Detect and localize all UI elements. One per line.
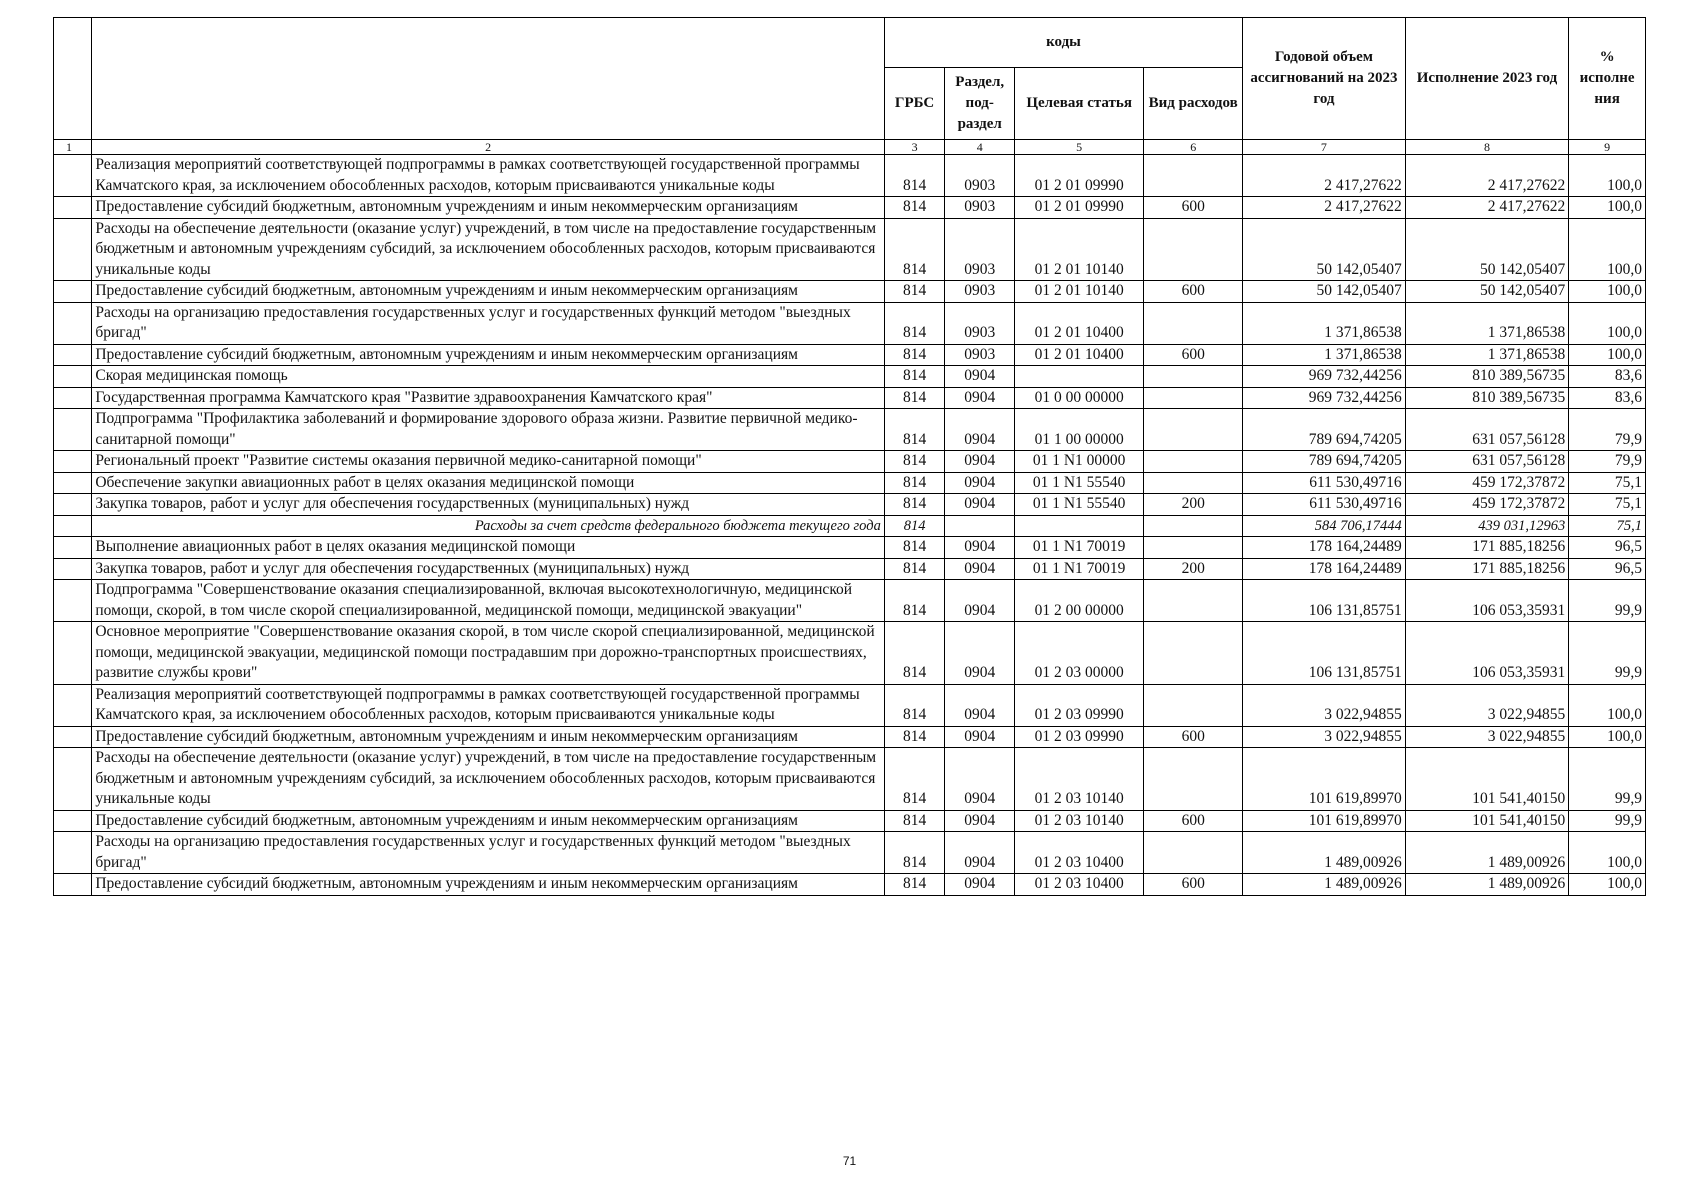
row-number-cell [54, 726, 92, 748]
row-grbs: 814 [884, 451, 945, 473]
row-percent: 100,0 [1569, 218, 1646, 281]
row-percent: 75,1 [1569, 494, 1646, 516]
header-grbs: ГРБС [884, 68, 945, 140]
row-name: Скорая медицинская помощь [92, 366, 884, 388]
row-expense-type: 600 [1144, 197, 1243, 219]
row-annual-allocation: 789 694,74205 [1243, 451, 1406, 473]
row-execution: 50 142,05407 [1405, 218, 1569, 281]
row-number-cell [54, 409, 92, 451]
row-execution: 3 022,94855 [1405, 684, 1569, 726]
row-grbs: 814 [884, 558, 945, 580]
row-execution: 50 142,05407 [1405, 281, 1569, 303]
row-execution: 1 371,86538 [1405, 344, 1569, 366]
row-execution: 631 057,56128 [1405, 409, 1569, 451]
row-execution: 171 885,18256 [1405, 537, 1569, 559]
header-expense-type: Вид расходов [1144, 68, 1243, 140]
row-percent: 100,0 [1569, 155, 1646, 197]
row-grbs: 814 [884, 874, 945, 896]
row-annual-allocation: 101 619,89970 [1243, 810, 1406, 832]
row-section: 0904 [945, 748, 1015, 811]
row-grbs: 814 [884, 515, 945, 537]
row-section: 0904 [945, 366, 1015, 388]
row-number-cell [54, 622, 92, 685]
row-name: Расходы на организацию предоставления государственных услуг и государственных функций методом "выездных бригад" [92, 832, 884, 874]
row-execution: 459 172,37872 [1405, 494, 1569, 516]
row-expense-type [1144, 472, 1243, 494]
row-grbs: 814 [884, 409, 945, 451]
row-number-cell [54, 366, 92, 388]
row-name: Обеспечение закупки авиационных работ в целях оказания медицинской помощи [92, 472, 884, 494]
row-annual-allocation: 3 022,94855 [1243, 726, 1406, 748]
row-name: Предоставление субсидий бюджетным, автономным учреждениям и иным некоммерческим организациям [92, 874, 884, 896]
header-blank-number [54, 18, 92, 140]
row-section: 0904 [945, 580, 1015, 622]
header-target-article: Целевая статья [1015, 68, 1144, 140]
row-grbs: 814 [884, 810, 945, 832]
row-section: 0904 [945, 494, 1015, 516]
row-target-article: 01 2 03 09990 [1015, 684, 1144, 726]
row-section: 0904 [945, 409, 1015, 451]
row-name: Государственная программа Камчатского края "Развитие здравоохранения Камчатского края" [92, 387, 884, 409]
row-grbs: 814 [884, 281, 945, 303]
row-execution: 106 053,35931 [1405, 580, 1569, 622]
row-name: Подпрограмма "Совершенствование оказания специализированной, включая высокотехнологичную, медицинской помощи, скорой, в том числе скорой специализированной, медицинской помощи, медицинской эвакуации" [92, 580, 884, 622]
column-index-row [54, 140, 1646, 155]
budget-table-sheet [53, 17, 1646, 896]
header-section: Раздел, под-раздел [945, 68, 1015, 140]
row-number-cell [54, 537, 92, 559]
row-execution: 810 389,56735 [1405, 387, 1569, 409]
row-annual-allocation: 2 417,27622 [1243, 197, 1406, 219]
row-expense-type: 600 [1144, 344, 1243, 366]
row-number-cell [54, 472, 92, 494]
row-percent: 100,0 [1569, 874, 1646, 896]
row-annual-allocation: 50 142,05407 [1243, 218, 1406, 281]
row-expense-type [1144, 748, 1243, 811]
column-index: 8 [1405, 140, 1569, 155]
row-annual-allocation: 611 530,49716 [1243, 472, 1406, 494]
row-grbs: 814 [884, 472, 945, 494]
row-target-article: 01 1 N1 70019 [1015, 558, 1144, 580]
row-expense-type [1144, 537, 1243, 559]
table-row [54, 622, 1646, 685]
row-grbs: 814 [884, 832, 945, 874]
row-number-cell [54, 281, 92, 303]
row-execution: 439 031,12963 [1405, 515, 1569, 537]
row-section: 0904 [945, 537, 1015, 559]
table-body [54, 155, 1646, 896]
row-number-cell [54, 748, 92, 811]
page-number: 71 [842, 1154, 857, 1168]
column-index: 1 [54, 140, 92, 155]
row-name: Реализация мероприятий соответствующей подпрограммы в рамках соответствующей государственной программы Камчатского края, за исключением обособленных расходов, которым присваиваются уникальные коды [92, 155, 884, 197]
table-row [54, 472, 1646, 494]
row-target-article [1015, 366, 1144, 388]
row-percent: 99,9 [1569, 580, 1646, 622]
row-section: 0903 [945, 197, 1015, 219]
row-name: Расходы на обеспечение деятельности (оказание услуг) учреждений, в том числе на предоставление государственным бюджетным и автономным учреждениям субсидий, за исключением обособленных расходов, которым присваиваются уникальные коды [92, 218, 884, 281]
table-row [54, 874, 1646, 896]
row-expense-type [1144, 302, 1243, 344]
row-grbs: 814 [884, 366, 945, 388]
row-section: 0904 [945, 387, 1015, 409]
row-expense-type: 600 [1144, 726, 1243, 748]
row-name: Предоставление субсидий бюджетным, автономным учреждениям и иным некоммерческим организациям [92, 281, 884, 303]
row-section: 0903 [945, 218, 1015, 281]
table-row [54, 748, 1646, 811]
row-execution: 101 541,40150 [1405, 748, 1569, 811]
row-name: Выполнение авиационных работ в целях оказания медицинской помощи [92, 537, 884, 559]
row-grbs: 814 [884, 684, 945, 726]
row-target-article: 01 2 03 10400 [1015, 874, 1144, 896]
row-target-article: 01 2 03 09990 [1015, 726, 1144, 748]
row-number-cell [54, 832, 92, 874]
table-row [54, 515, 1646, 537]
row-grbs: 814 [884, 218, 945, 281]
column-index: 6 [1144, 140, 1243, 155]
table-row [54, 366, 1646, 388]
row-number-cell [54, 810, 92, 832]
row-annual-allocation: 106 131,85751 [1243, 580, 1406, 622]
row-percent: 75,1 [1569, 472, 1646, 494]
column-index: 4 [945, 140, 1015, 155]
row-percent: 99,9 [1569, 748, 1646, 811]
table-row [54, 726, 1646, 748]
row-annual-allocation: 611 530,49716 [1243, 494, 1406, 516]
row-execution: 2 417,27622 [1405, 197, 1569, 219]
row-annual-allocation: 2 417,27622 [1243, 155, 1406, 197]
row-section [945, 515, 1015, 537]
row-expense-type: 600 [1144, 810, 1243, 832]
table-row [54, 302, 1646, 344]
row-section: 0903 [945, 344, 1015, 366]
row-expense-type [1144, 515, 1243, 537]
row-execution: 631 057,56128 [1405, 451, 1569, 473]
row-name: Предоставление субсидий бюджетным, автономным учреждениям и иным некоммерческим организациям [92, 197, 884, 219]
column-index: 3 [884, 140, 945, 155]
row-section: 0904 [945, 726, 1015, 748]
row-section: 0904 [945, 622, 1015, 685]
row-section: 0903 [945, 302, 1015, 344]
row-name: Региональный проект "Развитие системы оказания первичной медико-санитарной помощи" [92, 451, 884, 473]
row-percent: 96,5 [1569, 558, 1646, 580]
header-blank-name [92, 18, 884, 140]
row-target-article [1015, 515, 1144, 537]
row-target-article: 01 1 00 00000 [1015, 409, 1144, 451]
row-grbs: 814 [884, 344, 945, 366]
row-annual-allocation: 50 142,05407 [1243, 281, 1406, 303]
table-row [54, 684, 1646, 726]
row-percent: 79,9 [1569, 451, 1646, 473]
row-expense-type [1144, 409, 1243, 451]
row-section: 0904 [945, 874, 1015, 896]
table-row [54, 218, 1646, 281]
row-grbs: 814 [884, 155, 945, 197]
row-annual-allocation: 1 489,00926 [1243, 874, 1406, 896]
row-name: Предоставление субсидий бюджетным, автономным учреждениям и иным некоммерческим организациям [92, 726, 884, 748]
row-annual-allocation: 1 371,86538 [1243, 344, 1406, 366]
row-percent: 75,1 [1569, 515, 1646, 537]
row-number-cell [54, 874, 92, 896]
row-section: 0903 [945, 155, 1015, 197]
row-grbs: 814 [884, 622, 945, 685]
row-name: Предоставление субсидий бюджетным, автономным учреждениям и иным некоммерческим организациям [92, 810, 884, 832]
row-execution: 1 489,00926 [1405, 832, 1569, 874]
row-target-article: 01 2 03 10140 [1015, 748, 1144, 811]
table-row [54, 281, 1646, 303]
row-target-article: 01 2 01 10400 [1015, 344, 1144, 366]
row-percent: 100,0 [1569, 302, 1646, 344]
column-index: 7 [1243, 140, 1406, 155]
row-name: Расходы за счет средств федерального бюджета текущего года [92, 515, 884, 537]
budget-execution-table [53, 17, 1646, 896]
table-row [54, 537, 1646, 559]
column-index: 9 [1569, 140, 1646, 155]
row-expense-type: 200 [1144, 494, 1243, 516]
row-number-cell [54, 344, 92, 366]
row-annual-allocation: 1 371,86538 [1243, 302, 1406, 344]
table-row [54, 832, 1646, 874]
row-section: 0903 [945, 281, 1015, 303]
row-percent: 83,6 [1569, 366, 1646, 388]
row-target-article: 01 2 03 10400 [1015, 832, 1144, 874]
table-row [54, 197, 1646, 219]
row-section: 0904 [945, 684, 1015, 726]
row-execution: 810 389,56735 [1405, 366, 1569, 388]
column-index: 5 [1015, 140, 1144, 155]
row-annual-allocation: 3 022,94855 [1243, 684, 1406, 726]
row-name: Закупка товаров, работ и услуг для обеспечения государственных (муниципальных) нужд [92, 558, 884, 580]
row-name: Подпрограмма "Профилактика заболеваний и формирование здорового образа жизни. Развитие первичной медико-санитарной помощи" [92, 409, 884, 451]
row-section: 0904 [945, 558, 1015, 580]
row-percent: 100,0 [1569, 832, 1646, 874]
row-percent: 79,9 [1569, 409, 1646, 451]
row-percent: 100,0 [1569, 344, 1646, 366]
row-annual-allocation: 584 706,17444 [1243, 515, 1406, 537]
table-row [54, 451, 1646, 473]
row-expense-type [1144, 622, 1243, 685]
column-index: 2 [92, 140, 884, 155]
row-percent: 99,9 [1569, 810, 1646, 832]
row-expense-type [1144, 366, 1243, 388]
row-annual-allocation: 106 131,85751 [1243, 622, 1406, 685]
row-name: Предоставление субсидий бюджетным, автономным учреждениям и иным некоммерческим организациям [92, 344, 884, 366]
row-expense-type: 600 [1144, 281, 1243, 303]
row-expense-type [1144, 387, 1243, 409]
row-expense-type: 600 [1144, 874, 1243, 896]
row-number-cell [54, 515, 92, 537]
row-percent: 96,5 [1569, 537, 1646, 559]
row-target-article: 01 2 01 10400 [1015, 302, 1144, 344]
row-execution: 2 417,27622 [1405, 155, 1569, 197]
row-percent: 83,6 [1569, 387, 1646, 409]
row-name: Основное мероприятие "Совершенствование оказания скорой, в том числе скорой специализированной, медицинской помощи, медицинской эвакуации, медицинской помощи пострадавшим при дорожно-транспортных происшествиях, развитие службы крови" [92, 622, 884, 685]
row-grbs: 814 [884, 494, 945, 516]
row-target-article: 01 2 01 10140 [1015, 281, 1144, 303]
row-expense-type [1144, 684, 1243, 726]
table-row [54, 155, 1646, 197]
header-codes: коды [884, 18, 1242, 68]
row-percent: 100,0 [1569, 726, 1646, 748]
row-name: Расходы на обеспечение деятельности (оказание услуг) учреждений, в том числе на предоставление государственным бюджетным и автономным учреждениям субсидий, за исключением обособленных расходов, которым присваиваются уникальные коды [92, 748, 884, 811]
row-annual-allocation: 969 732,44256 [1243, 387, 1406, 409]
row-annual-allocation: 178 164,24489 [1243, 558, 1406, 580]
row-name: Расходы на организацию предоставления государственных услуг и государственных функций методом "выездных бригад" [92, 302, 884, 344]
table-row [54, 409, 1646, 451]
row-annual-allocation: 101 619,89970 [1243, 748, 1406, 811]
row-expense-type [1144, 155, 1243, 197]
row-target-article: 01 2 01 09990 [1015, 155, 1144, 197]
row-grbs: 814 [884, 302, 945, 344]
row-execution: 1 371,86538 [1405, 302, 1569, 344]
row-target-article: 01 2 01 09990 [1015, 197, 1144, 219]
row-grbs: 814 [884, 726, 945, 748]
row-annual-allocation: 969 732,44256 [1243, 366, 1406, 388]
row-grbs: 814 [884, 387, 945, 409]
row-target-article: 01 1 N1 70019 [1015, 537, 1144, 559]
row-execution: 1 489,00926 [1405, 874, 1569, 896]
row-number-cell [54, 558, 92, 580]
row-annual-allocation: 1 489,00926 [1243, 832, 1406, 874]
row-section: 0904 [945, 451, 1015, 473]
row-section: 0904 [945, 832, 1015, 874]
row-target-article: 01 2 00 00000 [1015, 580, 1144, 622]
table-row [54, 580, 1646, 622]
row-name: Реализация мероприятий соответствующей подпрограммы в рамках соответствующей государственной программы Камчатского края, за исключением обособленных расходов, которым присваиваются уникальные коды [92, 684, 884, 726]
table-row [54, 494, 1646, 516]
row-expense-type [1144, 218, 1243, 281]
header-execution: Исполнение 2023 год [1405, 18, 1569, 140]
row-expense-type [1144, 580, 1243, 622]
row-target-article: 01 0 00 00000 [1015, 387, 1144, 409]
row-number-cell [54, 580, 92, 622]
table-row [54, 387, 1646, 409]
row-percent: 100,0 [1569, 684, 1646, 726]
row-grbs: 814 [884, 537, 945, 559]
row-target-article: 01 1 N1 55540 [1015, 472, 1144, 494]
row-expense-type [1144, 451, 1243, 473]
row-number-cell [54, 387, 92, 409]
row-percent: 99,9 [1569, 622, 1646, 685]
row-execution: 101 541,40150 [1405, 810, 1569, 832]
row-section: 0904 [945, 472, 1015, 494]
row-execution: 3 022,94855 [1405, 726, 1569, 748]
row-section: 0904 [945, 810, 1015, 832]
row-number-cell [54, 302, 92, 344]
row-number-cell [54, 155, 92, 197]
row-grbs: 814 [884, 580, 945, 622]
row-target-article: 01 2 03 00000 [1015, 622, 1144, 685]
row-expense-type: 200 [1144, 558, 1243, 580]
row-percent: 100,0 [1569, 281, 1646, 303]
row-target-article: 01 2 03 10140 [1015, 810, 1144, 832]
row-number-cell [54, 684, 92, 726]
row-number-cell [54, 494, 92, 516]
row-execution: 106 053,35931 [1405, 622, 1569, 685]
table-row [54, 344, 1646, 366]
table-row [54, 558, 1646, 580]
row-grbs: 814 [884, 748, 945, 811]
row-target-article: 01 2 01 10140 [1015, 218, 1144, 281]
row-annual-allocation: 789 694,74205 [1243, 409, 1406, 451]
row-execution: 459 172,37872 [1405, 472, 1569, 494]
row-name: Закупка товаров, работ и услуг для обеспечения государственных (муниципальных) нужд [92, 494, 884, 516]
row-percent: 100,0 [1569, 197, 1646, 219]
row-number-cell [54, 218, 92, 281]
row-number-cell [54, 451, 92, 473]
table-row [54, 810, 1646, 832]
row-target-article: 01 1 N1 00000 [1015, 451, 1144, 473]
row-number-cell [54, 197, 92, 219]
row-grbs: 814 [884, 197, 945, 219]
row-annual-allocation: 178 164,24489 [1243, 537, 1406, 559]
header-annual-allocation: Годовой объем ассигнований на 2023 год [1243, 18, 1406, 140]
header-percent: % исполне ния [1569, 18, 1646, 140]
row-expense-type [1144, 832, 1243, 874]
row-target-article: 01 1 N1 55540 [1015, 494, 1144, 516]
row-execution: 171 885,18256 [1405, 558, 1569, 580]
